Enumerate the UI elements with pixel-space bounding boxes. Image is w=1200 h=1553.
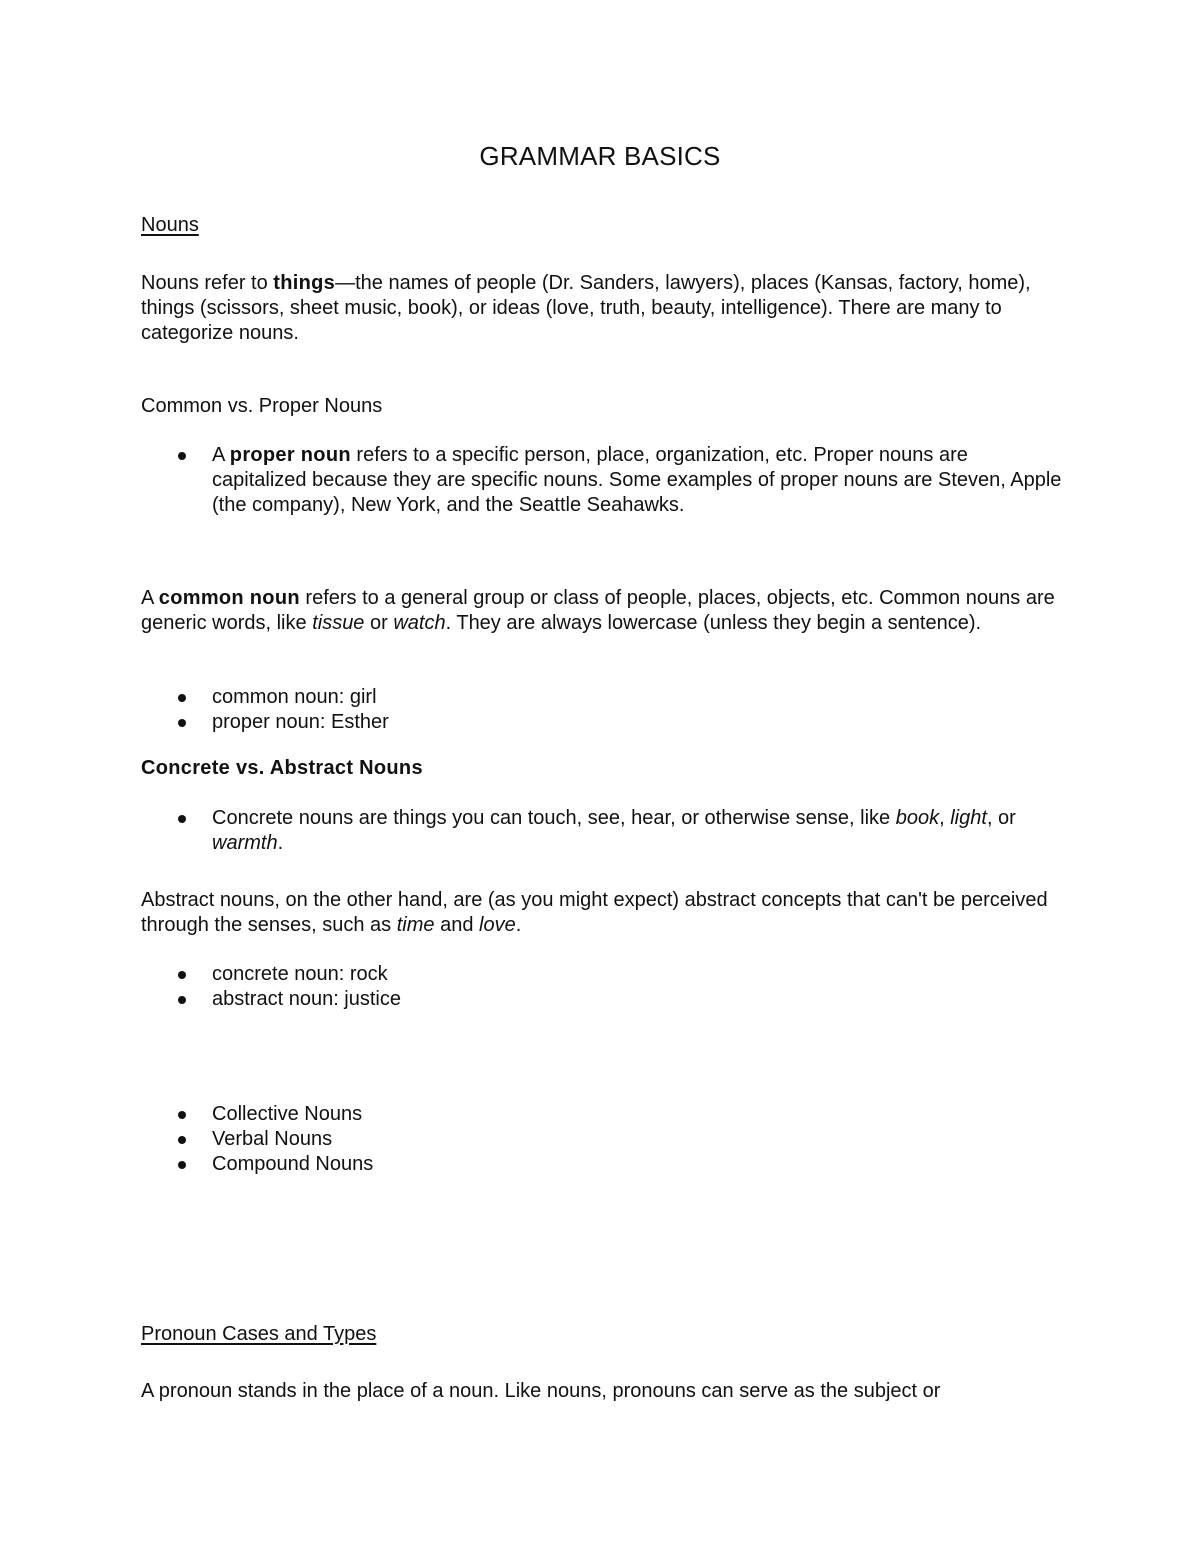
bullet-icon [178, 1136, 186, 1144]
bullet-icon [178, 815, 186, 823]
noun-type-text: Compound Nouns [212, 1153, 374, 1175]
proper-bullet-bold: proper noun [229, 444, 351, 466]
common-para-text-3: or [364, 612, 394, 634]
nouns-intro-paragraph [141, 271, 1061, 346]
bullet-icon [178, 452, 186, 460]
noun-type-text: Verbal Nouns [212, 1128, 333, 1150]
bullet-icon [178, 1161, 186, 1169]
bullet-icon [178, 971, 186, 979]
concrete-noun-bullet-list [176, 806, 1062, 856]
list-item [176, 806, 1062, 856]
common-para-italic-watch: watch [393, 612, 446, 634]
abstract-noun-paragraph [141, 888, 1061, 938]
common-proper-examples-list [176, 685, 1062, 735]
proper-bullet-text-2: refers to a specific person, place, organization, etc. Proper nouns are capitalized because they are specific nouns. Some examples of proper nouns are Steven, Apple (the company), New York, and the Seattle Seahawks. [212, 444, 1062, 516]
abstract-para-text-2: and [434, 914, 479, 936]
bullet-icon [178, 719, 186, 727]
concrete-bullet-text-2: , [939, 807, 951, 829]
common-para-italic-tissue: tissue [312, 612, 365, 634]
pronouns-intro-paragraph: A pronoun stands in the place of a noun. Like nouns, pronouns can serve as the subject or [141, 1380, 941, 1402]
bullet-icon [178, 694, 186, 702]
subheading-common-vs-proper: Common vs. Proper Nouns [141, 395, 383, 417]
proper-noun-bullet-list [176, 443, 1062, 518]
common-noun-paragraph [141, 586, 1061, 636]
section-heading-pronouns: Pronoun Cases and Types [141, 1323, 377, 1345]
concrete-abstract-examples-list [176, 962, 1062, 1012]
example-text: proper noun: Esther [212, 711, 389, 733]
common-para-text-1: A [141, 587, 159, 609]
list-item [176, 1127, 1062, 1152]
bullet-icon [178, 1111, 186, 1119]
concrete-bullet-text-3: , or [986, 807, 1016, 829]
list-item [176, 987, 1062, 1012]
concrete-bullet-italic-light: light [950, 807, 987, 829]
example-text: abstract noun: justice [212, 988, 401, 1010]
list-item [176, 1152, 1062, 1177]
other-noun-types-list [176, 1102, 1062, 1177]
list-item [176, 1102, 1062, 1127]
bullet-icon [178, 996, 186, 1004]
nouns-intro-text-1: Nouns refer to [141, 272, 274, 294]
concrete-bullet-text-4: . [277, 832, 284, 854]
abstract-para-italic-time: time [396, 914, 435, 936]
list-item [176, 962, 1062, 987]
noun-type-text: Collective Nouns [212, 1103, 363, 1125]
concrete-bullet-text-1: Concrete nouns are things you can touch, see, hear, or otherwise sense, like [212, 807, 896, 829]
abstract-para-text-1: Abstract nouns, on the other hand, are (as you might expect) abstract concepts that can't be perceived through the senses, such as [141, 889, 1048, 936]
subheading-concrete-vs-abstract: Concrete vs. Abstract Nouns [141, 757, 423, 779]
common-para-bold: common noun [158, 587, 300, 609]
common-para-text-4: . They are always lowercase (unless they begin a sentence). [445, 612, 982, 634]
list-item [176, 685, 1062, 710]
example-text: concrete noun: rock [212, 963, 388, 985]
nouns-intro-text-2: —the names of people (Dr. Sanders, lawyers), places (Kansas, factory, home), things (scissors, sheet music, book), or ideas (love, truth, beauty, intelligence). There are many to categorize nouns. [141, 272, 1031, 344]
common-para-text-2: refers to a general group or class of people, places, objects, etc. Common nouns are generic words, like [141, 587, 1055, 634]
list-item [176, 443, 1062, 518]
abstract-para-text-3: . [515, 914, 522, 936]
nouns-intro-bold-things: things [273, 272, 336, 294]
abstract-para-italic-love: love [479, 914, 516, 936]
example-text: common noun: girl [212, 686, 377, 708]
document-title: GRAMMAR BASICS [479, 141, 721, 171]
section-heading-nouns: Nouns [141, 214, 199, 236]
list-item [176, 710, 1062, 735]
concrete-bullet-italic-warmth: warmth [212, 832, 278, 854]
concrete-bullet-italic-book: book [895, 807, 940, 829]
proper-bullet-text-1: A [212, 444, 230, 466]
